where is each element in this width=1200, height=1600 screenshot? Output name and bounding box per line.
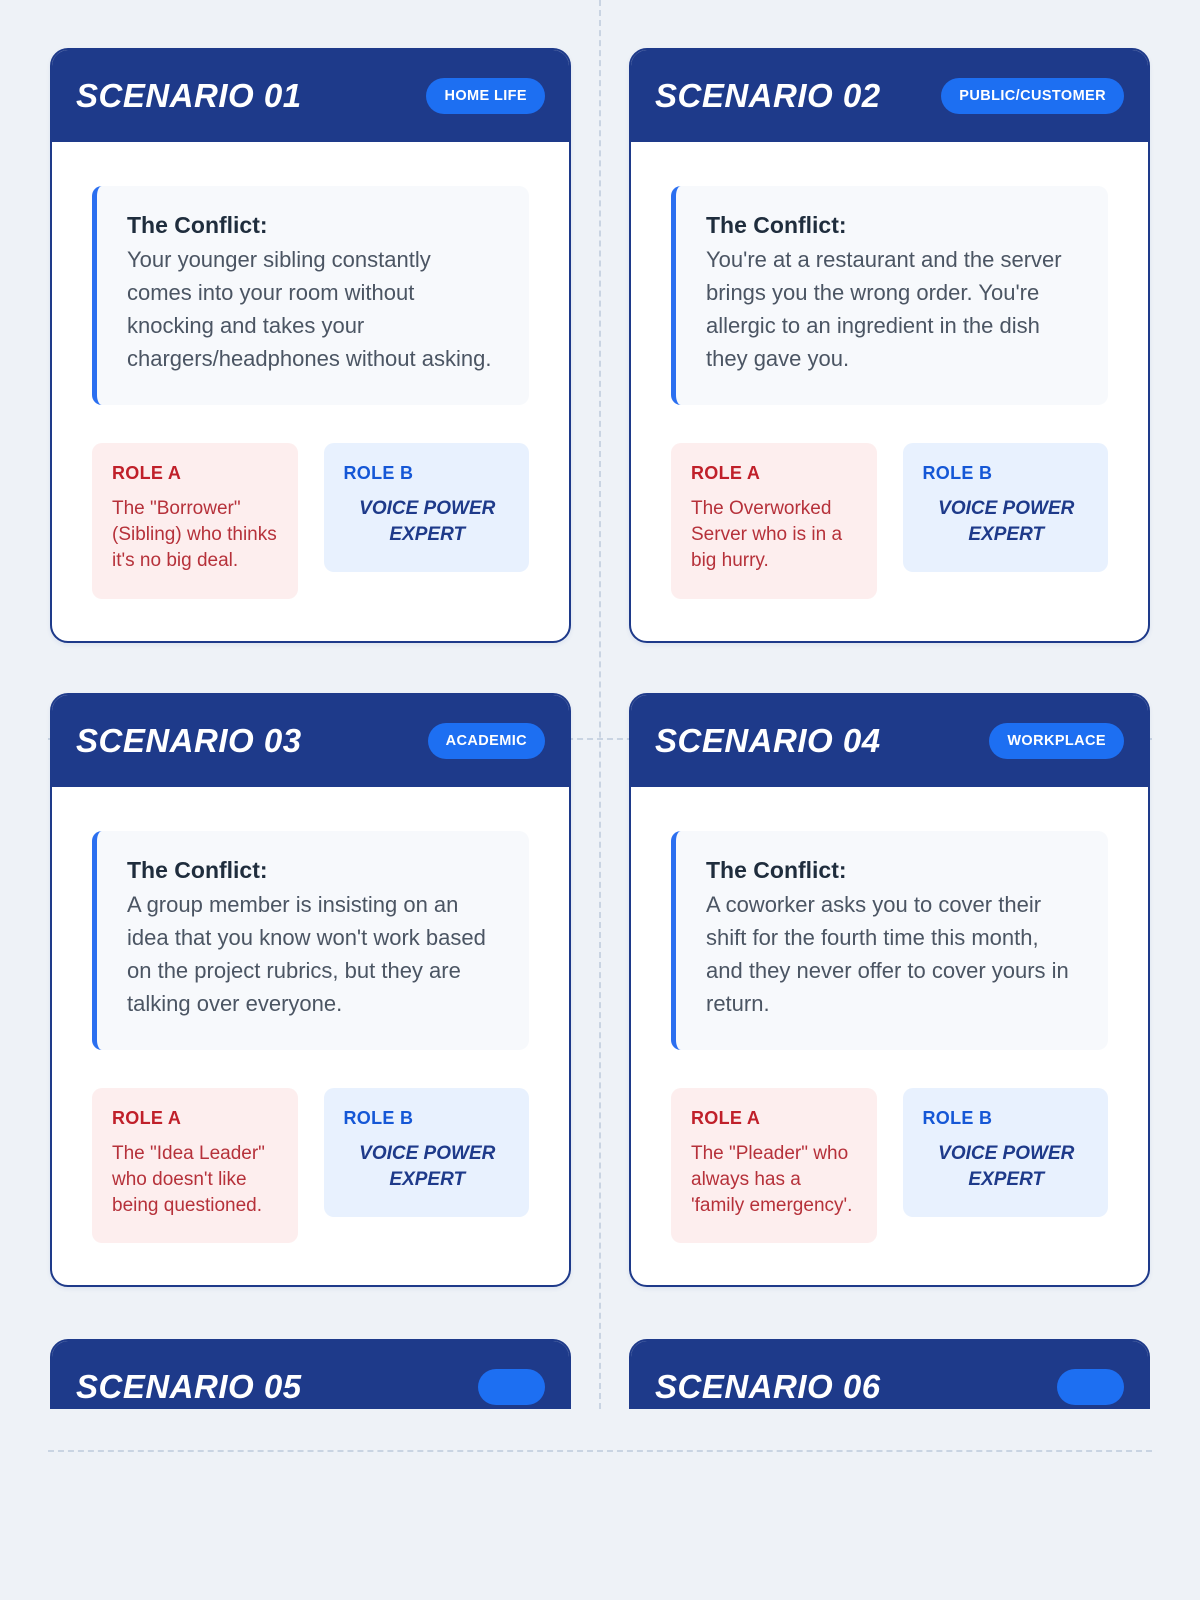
conflict-text: Your younger sibling constantly comes into your room without knocking and takes your chargers/headphones without asking. <box>127 247 492 371</box>
card-title: SCENARIO 04 <box>655 721 881 759</box>
card-category-badge: HOME LIFE <box>426 78 545 114</box>
role-b-block <box>903 1088 1109 1217</box>
scenario-grid <box>50 48 1150 1287</box>
conflict-text: A group member is insisting on an idea that you know won't work based on the project rubrics, but they are talking over everyone. <box>127 891 486 1016</box>
roles-row <box>671 1088 1108 1244</box>
conflict-label: The Conflict: <box>706 856 847 883</box>
card-title: SCENARIO 01 <box>76 77 302 114</box>
card-category-badge: WORKPLACE <box>989 723 1124 759</box>
role-a-block <box>671 1088 877 1244</box>
card-category-badge: PUBLIC/CUSTOMER <box>941 78 1124 114</box>
role-b-label: ROLE B <box>343 463 414 483</box>
card-title: SCENARIO 05 <box>76 1368 302 1406</box>
conflict-label: The Conflict: <box>706 212 847 238</box>
role-b-text: VOICE POWER EXPERT <box>938 498 1075 546</box>
scenario-card[interactable] <box>629 48 1150 643</box>
role-a-block <box>671 443 877 599</box>
scenario-card[interactable] <box>50 48 571 643</box>
role-a-text: The "Borrower" (Sibling) who thinks it's no big deal. <box>112 498 277 572</box>
role-b-text: VOICE POWER EXPERT <box>359 1142 496 1190</box>
role-b-block <box>324 443 530 572</box>
card-header <box>52 695 569 787</box>
role-a-label: ROLE A <box>691 1107 761 1128</box>
cut-guide-horizontal-2 <box>48 1450 1152 1452</box>
scenario-card[interactable] <box>629 693 1150 1288</box>
role-a-text: The Overworked Server who is in a big hurry. <box>691 498 843 572</box>
card-header <box>631 1341 1148 1409</box>
role-b-block <box>324 1088 530 1217</box>
card-title: SCENARIO 06 <box>655 1368 881 1406</box>
role-b-text: VOICE POWER EXPERT <box>359 498 496 546</box>
role-a-block <box>92 443 298 599</box>
roles-row <box>671 443 1108 599</box>
role-a-label: ROLE A <box>691 463 761 483</box>
scenario-card-partial[interactable] <box>629 1339 1150 1409</box>
card-body <box>52 142 569 641</box>
role-a-block <box>92 1088 298 1244</box>
role-a-label: ROLE A <box>112 463 182 483</box>
conflict-text: You're at a restaurant and the server brings you the wrong order. You're allergic to an ingredient in the dish they gave you. <box>706 247 1062 371</box>
role-a-text: The "Idea Leader" who doesn't like being questioned. <box>112 1142 265 1217</box>
role-b-text: VOICE POWER EXPERT <box>938 1142 1075 1190</box>
scenario-card-partial[interactable] <box>50 1339 571 1409</box>
card-body <box>631 142 1148 641</box>
card-header <box>52 50 569 142</box>
card-category-badge <box>1057 1369 1124 1405</box>
conflict-label: The Conflict: <box>127 212 268 238</box>
roles-row <box>92 1088 529 1244</box>
conflict-block <box>671 186 1108 405</box>
scenario-card[interactable] <box>50 693 571 1288</box>
role-a-label: ROLE A <box>112 1107 182 1128</box>
roles-row <box>92 443 529 599</box>
card-header <box>631 695 1148 787</box>
role-b-label: ROLE B <box>922 1107 993 1128</box>
card-header <box>631 50 1148 142</box>
conflict-block <box>671 831 1108 1050</box>
conflict-block <box>92 831 529 1050</box>
role-b-block <box>903 443 1109 572</box>
conflict-block <box>92 186 529 405</box>
role-b-label: ROLE B <box>343 1107 414 1128</box>
card-body <box>631 787 1148 1286</box>
role-b-label: ROLE B <box>922 463 993 483</box>
card-category-badge: ACADEMIC <box>428 723 545 759</box>
conflict-text: A coworker asks you to cover their shift for the fourth time this month, and they never offer to cover yours in return. <box>706 891 1069 1016</box>
card-category-badge <box>478 1369 545 1405</box>
card-title: SCENARIO 02 <box>655 77 881 114</box>
card-body <box>52 787 569 1286</box>
card-title: SCENARIO 03 <box>76 721 302 759</box>
role-a-text: The "Pleader" who always has a 'family emergency'. <box>691 1142 853 1217</box>
conflict-label: The Conflict: <box>127 856 268 883</box>
card-header <box>52 1341 569 1409</box>
